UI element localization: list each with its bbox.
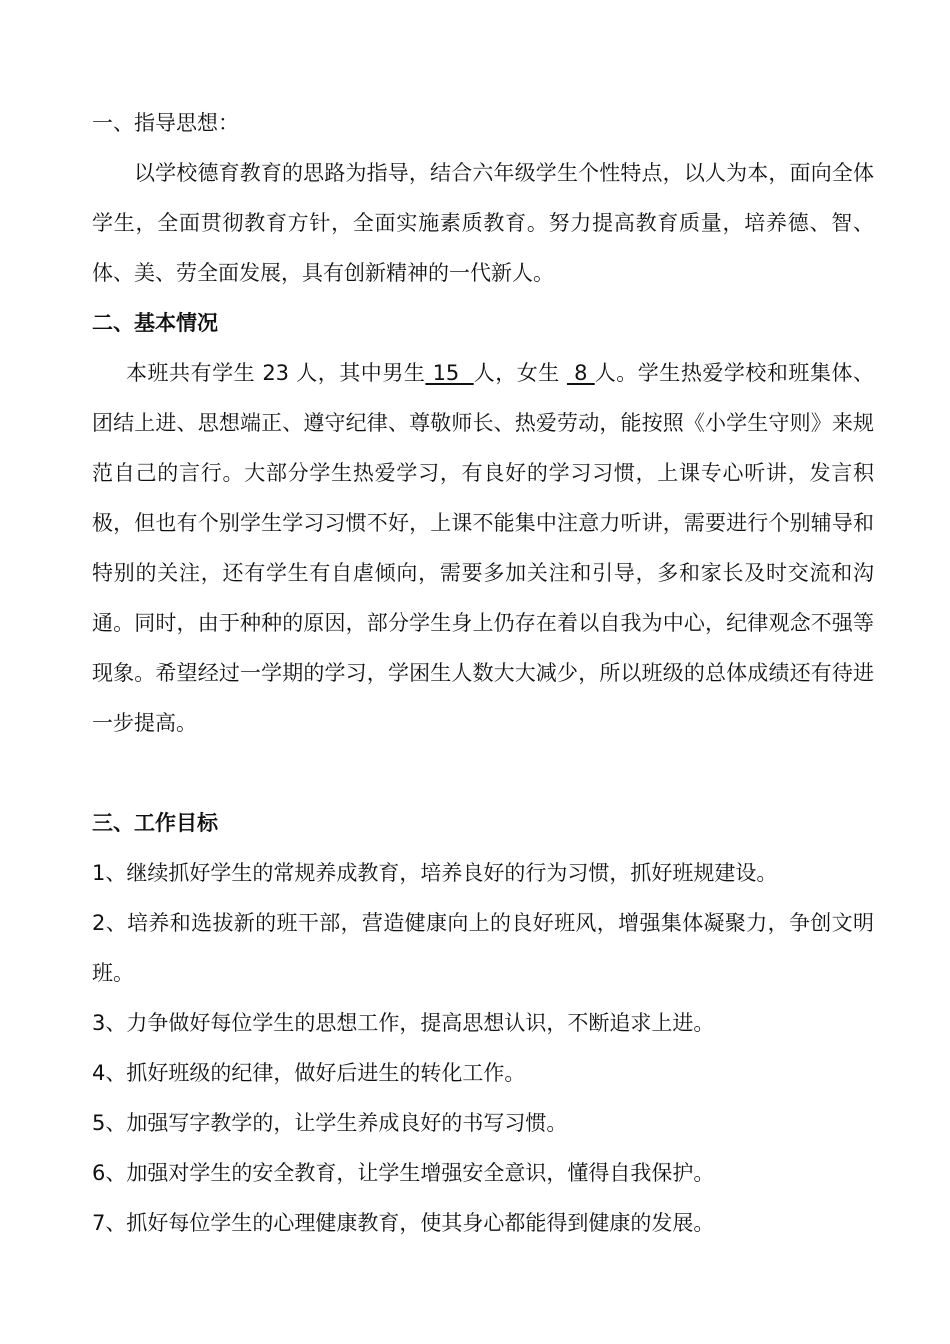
section-spacer	[92, 748, 874, 798]
list-item: 5、加强写字教学的，让学生养成良好的书写习惯。	[92, 1111, 568, 1135]
section-heading-guiding-thought: 一、指导思想：	[92, 111, 239, 135]
section-heading-basic-situation: 二、基本情况	[92, 311, 218, 335]
basic-situation-text-c: 人。学生热爱学校和班集体、团结上进、思想端正、遵守纪律、尊敬师长、热爱劳动，能按照《小学生守则》来规范自己的言行。大部分学生热爱学习，有良好的学习习惯，上课专心听讲，发言积极，但也有个别学生学习习惯不好，上课不能集中注意力听讲，需要进行个别辅导和特别的关注，还有学生有自虐倾向，需要多加关注和引导，多和家长及时交流和沟通。同时，由于种种的原因，部分学生身上仍存在着以自我为中心，纪律观念不强等现象。希望经过一学期的学习，学困生人数大大减少，所以班级的总体成绩还有待进一步提高。	[92, 361, 874, 735]
boys-count-field: 15	[425, 361, 474, 385]
girls-count-field: 8	[566, 361, 595, 385]
list-item: 1、继续抓好学生的常规养成教育，培养良好的行为习惯，抓好班规建设。	[92, 861, 778, 885]
list-item: 7、抓好每位学生的心理健康教育，使其身心都能得到健康的发展。	[92, 1211, 715, 1235]
basic-situation-paragraph	[92, 348, 874, 748]
basic-situation-text-b: 人，女生	[473, 361, 567, 385]
basic-situation-text-a: 本班共有学生 23 人，其中男生	[126, 361, 426, 385]
guiding-thought-paragraph: 以学校德育教育的思路为指导，结合六年级学生个性特点，以人为本，面向全体学生，全面贯彻教育方针，全面实施素质教育。努力提高教育质量，培养德、智、体、美、劳全面发展，具有创新精神的一代新人。	[92, 161, 874, 285]
document-page	[92, 98, 874, 1248]
list-item: 3、力争做好每位学生的思想工作，提高思想认识，不断追求上进。	[92, 1011, 715, 1035]
section-heading-work-goals: 三、工作目标	[92, 811, 218, 835]
work-goals-list	[92, 848, 874, 1248]
list-item: 6、加强对学生的安全教育，让学生增强安全意识，懂得自我保护。	[92, 1161, 715, 1185]
list-item: 4、抓好班级的纪律，做好后进生的转化工作。	[92, 1061, 526, 1085]
list-item: 2、培养和选拔新的班干部，营造健康向上的良好班风，增强集体凝聚力，争创文明班。	[92, 911, 874, 985]
